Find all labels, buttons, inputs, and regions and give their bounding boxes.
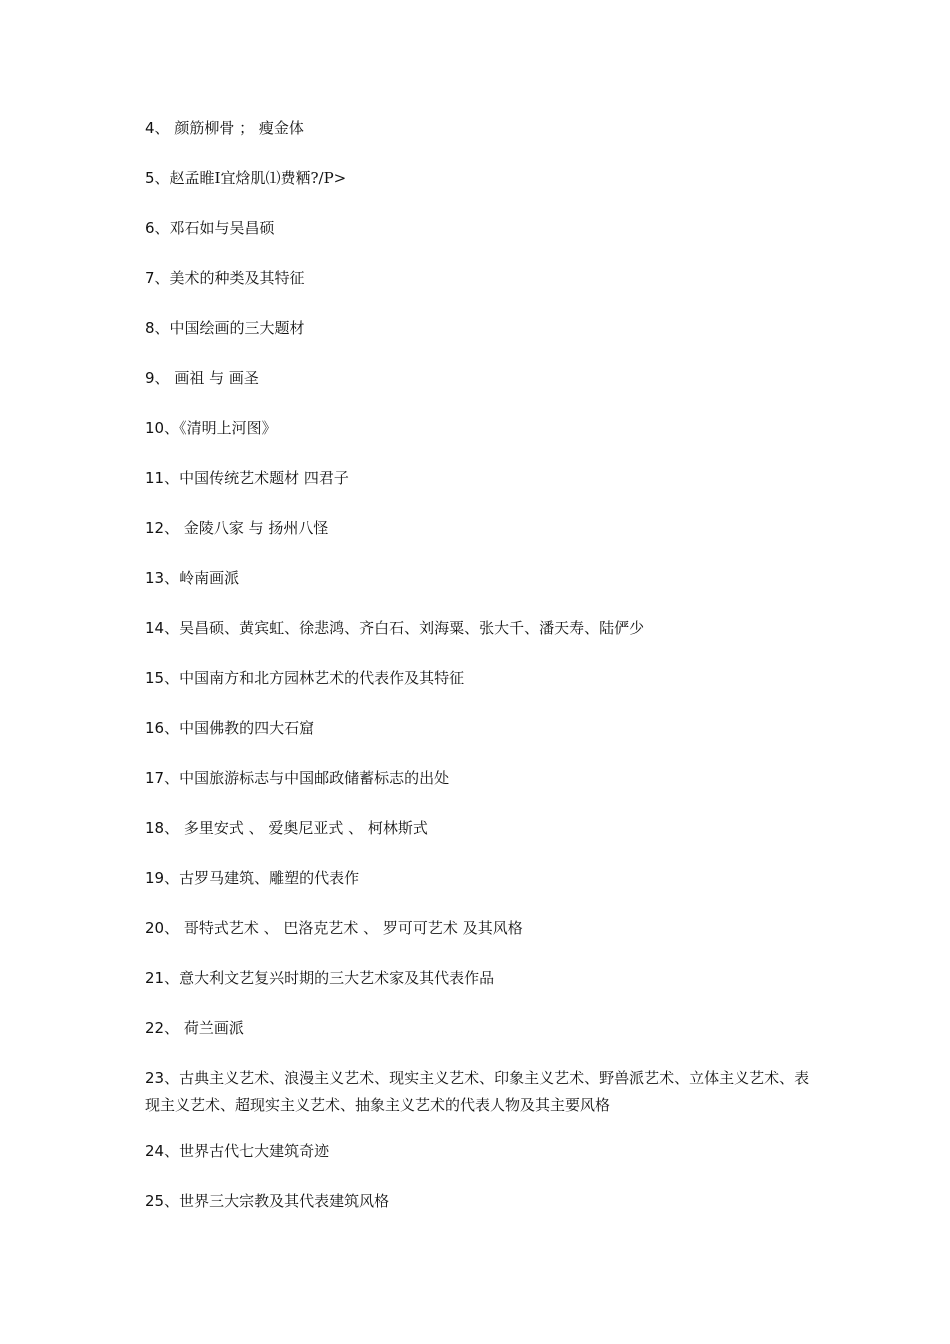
item-number: 15 — [145, 669, 165, 687]
item-text: 、意大利文艺复兴时期的三大艺术家及其代表作品 — [164, 969, 495, 987]
item-text: 、赵孟睢Ⅰ宜焓肌⑴费粞?/P> — [154, 169, 347, 187]
list-item — [145, 615, 810, 642]
item-number: 17 — [145, 769, 165, 787]
item-number: 24 — [145, 1142, 165, 1160]
list-item — [145, 765, 810, 792]
question-list — [145, 115, 810, 1238]
item-text: 、 荷兰画派 — [164, 1019, 244, 1037]
item-number: 6 — [145, 219, 155, 237]
item-text: 、中国南方和北方园林艺术的代表作及其特征 — [164, 669, 465, 687]
list-item — [145, 815, 810, 842]
item-text: 、 颜筋柳骨 ； 瘦金体 — [154, 119, 304, 137]
item-text: 、中国旅游标志与中国邮政储蓄标志的出处 — [164, 769, 450, 787]
list-item — [145, 315, 810, 342]
item-text: 、世界古代七大建筑奇迹 — [164, 1142, 330, 1160]
item-number: 10 — [145, 419, 165, 437]
item-number: 22 — [145, 1019, 165, 1037]
item-number: 25 — [145, 1192, 165, 1210]
item-text: 、 金陵八家 与 扬州八怪 — [164, 519, 329, 537]
item-text: 、世界三大宗教及其代表建筑风格 — [164, 1192, 390, 1210]
item-text: 、古罗马建筑、雕塑的代表作 — [164, 869, 360, 887]
list-item — [145, 365, 810, 392]
list-item — [145, 665, 810, 692]
list-item — [145, 1188, 810, 1215]
list-item — [145, 165, 810, 192]
list-item — [145, 715, 810, 742]
item-number: 14 — [145, 619, 165, 637]
list-item — [145, 115, 810, 142]
item-number: 20 — [145, 919, 165, 937]
item-number: 16 — [145, 719, 165, 737]
item-text: 、 多里安式 、 爱奥尼亚式 、 柯林斯式 — [164, 819, 428, 837]
item-text: 、 哥特式艺术 、 巴洛克艺术 、 罗可可艺术 及其风格 — [164, 919, 523, 937]
item-number: 23 — [145, 1069, 165, 1087]
item-number: 18 — [145, 819, 165, 837]
item-number: 7 — [145, 269, 155, 287]
item-number: 12 — [145, 519, 165, 537]
list-item — [145, 915, 810, 942]
item-text: 、邓石如与吴昌硕 — [154, 219, 275, 237]
item-number: 11 — [145, 469, 165, 487]
list-item — [145, 515, 810, 542]
list-item — [145, 1138, 810, 1165]
list-item — [145, 865, 810, 892]
item-text: 、古典主义艺术、浪漫主义艺术、现实主义艺术、印象主义艺术、野兽派艺术、立体主义艺术、表现主义艺术、超现实主义艺术、抽象主义艺术的代表人物及其主要风格 — [145, 1069, 810, 1114]
list-item — [145, 1015, 810, 1042]
item-text: 、美术的种类及其特征 — [154, 269, 305, 287]
item-number: 5 — [145, 169, 155, 187]
list-item — [145, 1065, 810, 1119]
item-text: 、岭南画派 — [164, 569, 240, 587]
item-text: 、中国佛教的四大石窟 — [164, 719, 315, 737]
item-number: 8 — [145, 319, 155, 337]
item-text: 、中国传统艺术题材 四君子 — [164, 469, 349, 487]
list-item — [145, 465, 810, 492]
item-text: 、《清明上河图》 — [164, 419, 277, 437]
list-item — [145, 965, 810, 992]
list-item — [145, 565, 810, 592]
item-number: 21 — [145, 969, 165, 987]
list-item — [145, 415, 810, 442]
list-item — [145, 265, 810, 292]
list-item — [145, 215, 810, 242]
item-number: 9 — [145, 369, 155, 387]
item-text: 、吴昌硕、黄宾虹、徐悲鸿、齐白石、刘海粟、张大千、潘天寿、陆俨少 — [164, 619, 645, 637]
item-number: 13 — [145, 569, 165, 587]
item-number: 4 — [145, 119, 155, 137]
item-number: 19 — [145, 869, 165, 887]
item-text: 、 画祖 与 画圣 — [154, 369, 259, 387]
item-text: 、中国绘画的三大题材 — [154, 319, 305, 337]
